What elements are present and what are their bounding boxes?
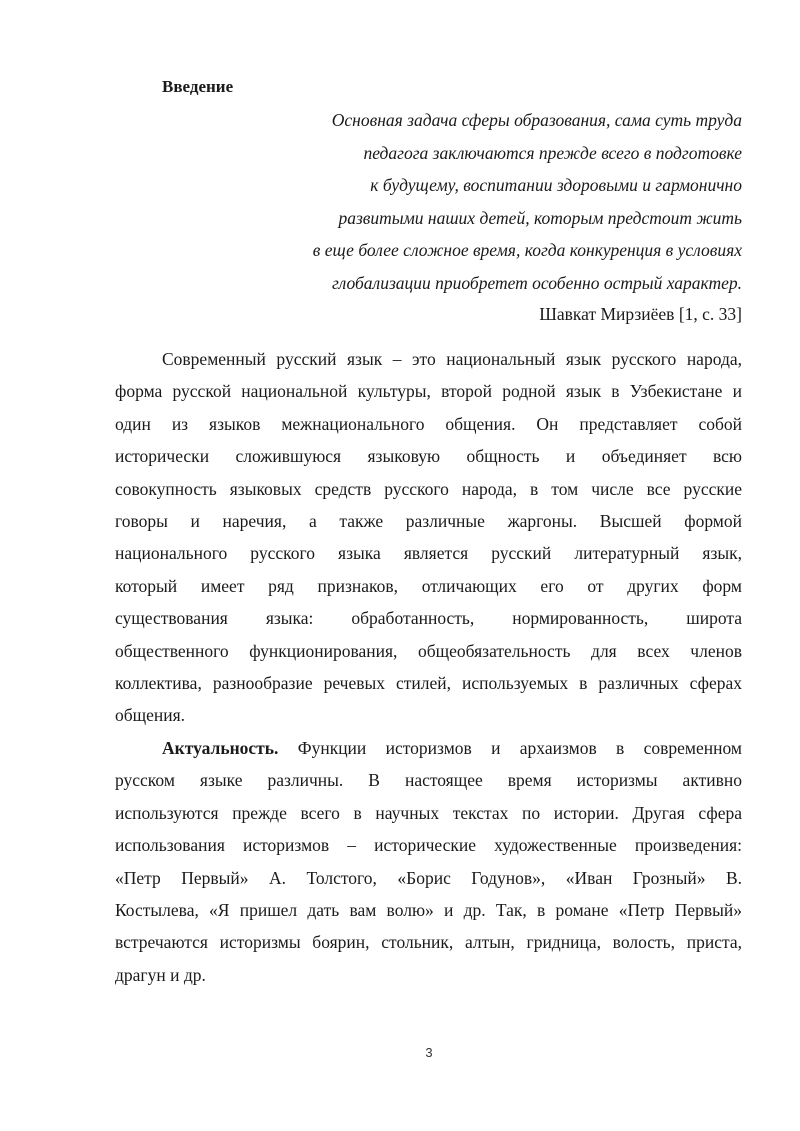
paragraph-line: русском языке различны. В настоящее время историзмы активно (115, 770, 742, 791)
page-number: 3 (425, 1045, 433, 1060)
epigraph-line: в еще более сложное время, когда конкуренция в условиях (312, 240, 742, 260)
paragraph-first-line (115, 732, 742, 764)
body-text (115, 343, 742, 991)
section-heading: Введение (162, 77, 234, 96)
paragraph-line: встречаются историзмы боярин, стольник, алтын, гридница, волость, приста, (115, 932, 742, 953)
paragraph-line: используются прежде всего в научных текстах по истории. Другая сфера (115, 802, 742, 823)
paragraph-line: коллектива, разнообразие речевых стилей, используемых в различных сферах (115, 673, 742, 694)
relevance-lead: Актуальность. (162, 737, 279, 758)
paragraph-line: общения. (115, 705, 186, 726)
paragraph-line: использования историзмов – исторические художественные произведения: (115, 835, 742, 856)
paragraph-line: общественного функционирования, общеобязательность для всех членов (115, 640, 742, 661)
paragraph-line: который имеет ряд признаков, отличающих его от других форм (115, 575, 742, 596)
epigraph (250, 104, 742, 299)
paragraph-intro (115, 343, 742, 732)
paragraph-line: говоры и наречия, а также различные жаргоны. Высшей формой (115, 511, 742, 532)
epigraph-line: к будущему, воспитании здоровыми и гармонично (370, 175, 742, 195)
paragraph-line: исторически сложившуюся языковую общность и объединяет всю (115, 446, 742, 467)
epigraph-line: педагога заключаются прежде всего в подготовке (363, 142, 742, 163)
paragraph-line: драгун и др. (115, 964, 206, 985)
epigraph-attribution: Шавкат Мирзиёев [1, с. 33] (539, 304, 742, 324)
paragraph-relevance (115, 732, 742, 991)
paragraph-line: Современный русский язык – это национальный язык русского народа, (162, 349, 742, 369)
epigraph-line: развитыми наших детей, которым предстоит жить (338, 207, 742, 228)
epigraph-line: глобализации приобретет особенно острый характер. (332, 272, 742, 293)
paragraph-line: совокупность языковых средств русского народа, в том числе все русские (115, 478, 742, 499)
paragraph-line: форма русской национальной культуры, второй родной язык в Узбекистане и (115, 381, 742, 402)
relevance-first-line-text: Функции историзмов и архаизмов в современном (278, 737, 742, 758)
paragraph-line: «Петр Первый» А. Толстого, «Борис Годунов», «Иван Грозный» В. (115, 867, 742, 888)
epigraph-line: Основная задача сферы образования, сама суть труда (331, 110, 742, 130)
paragraph-line: один из языков межнационального общения. Он представляет собой (115, 413, 742, 434)
paragraph-line: Костылева, «Я пришел дать вам волю» и др. Так, в романе «Петр Первый» (115, 899, 742, 920)
paragraph-line: национального русского языка является русский литературный язык, (115, 543, 742, 564)
paragraph-line: существования языка: обработанность, нормированность, широта (115, 608, 742, 629)
